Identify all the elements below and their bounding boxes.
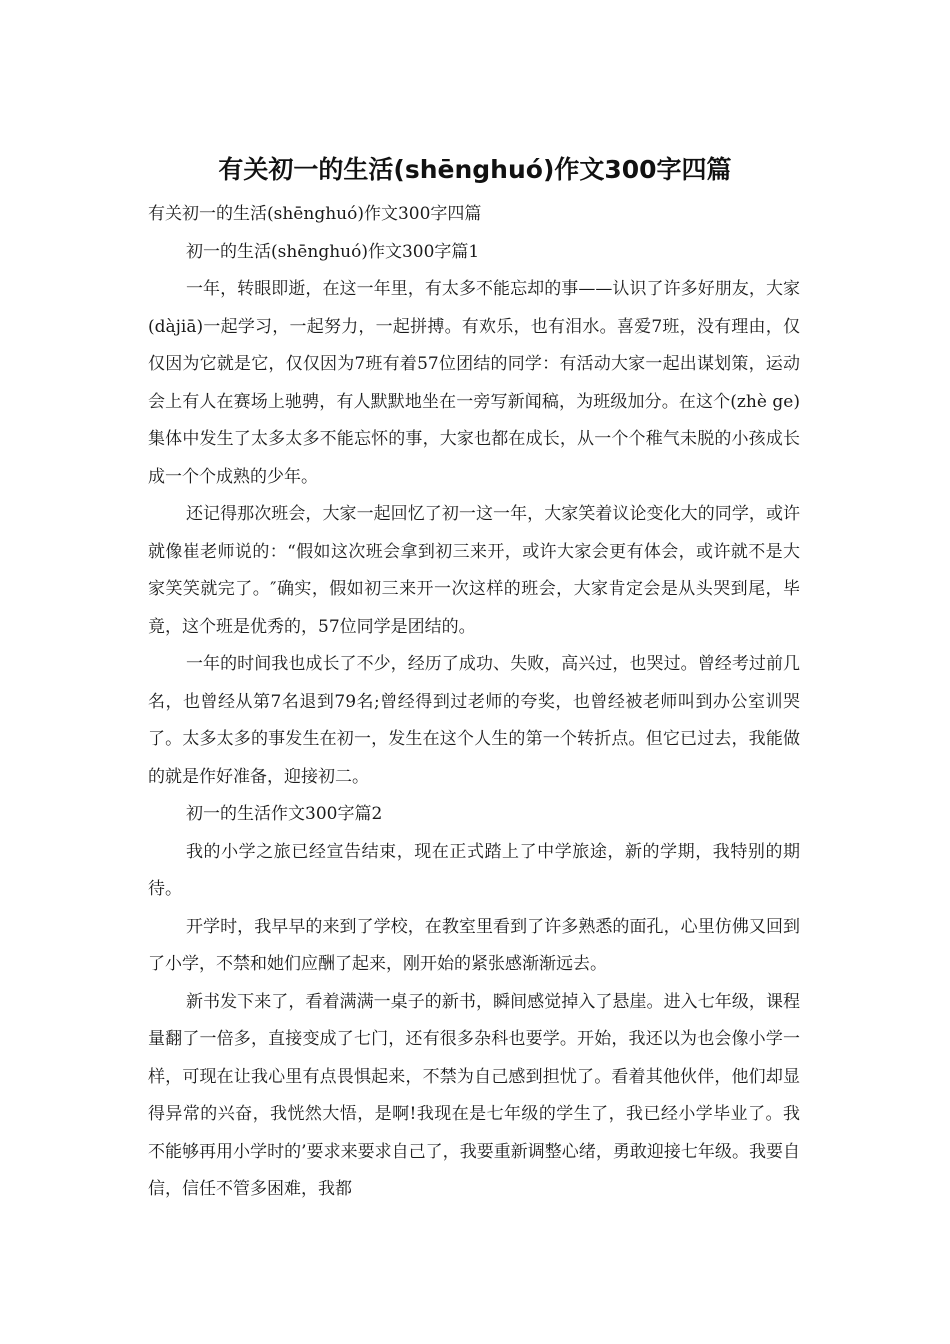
paragraph: 我的小学之旅已经宣告结束，现在正式踏上了中学旅途，新的学期，我特别的期待。 [148, 841, 800, 899]
paragraph: 新书发下来了，看着满满一桌子的新书，瞬间感觉掉入了悬崖。进入七年级，课程量翻了一倍多，直接变成了七门，还有很多杂科也要学。开始，我还以为也会像小学一样，可现在让我心里有点畏惧起来，不禁为自己感到担忧了。看着其他伙伴，他们却显得异常的兴奋，我恍然大悟，是啊!我现在是七年级的学生了，我已经小学毕业了。我不能够再用小学时的’要求来要求自己了，我要重新调整心绪，勇敢迎接七年级。我要自信，信任不管多困难，我都 [148, 991, 800, 1199]
document-subtitle: 有关初一的生活(shēnghuó)作文300字四篇 [148, 204, 482, 224]
document-title: 有关初一的生活(shēnghuó)作文300字四篇 [218, 155, 732, 184]
paragraph: 一年的时间我也成长了不少，经历了成功、失败，高兴过，也哭过。曾经考过前几名，也曾经从第7名退到79名;曾经得到过老师的夸奖，也曾经被老师叫到办公室训哭了。太多太多的事发生在初一，发生在这个人生的第一个转折点。但它已过去，我能做的就是作好准备，迎接初二。 [148, 654, 800, 787]
paragraph: 还记得那次班会，大家一起回忆了初一这一年，大家笑着议论变化大的同学，或许就像崔老师说的：“假如这次班会拿到初三来开，或许大家会更有体会，或许就不是大家笑笑就完了。″确实，假如初三来开一次这样的班会，大家肯定会是从头哭到尾，毕竟，这个班是优秀的，57位同学是团结的。 [148, 504, 800, 637]
section-heading-1: 初一的生活(shēnghuó)作文300字篇1 [186, 241, 480, 262]
paragraph: 一年，转眼即逝，在这一年里，有太多不能忘却的事——认识了许多好朋友，大家(dàjiā)一起学习，一起努力，一起拼搏。有欢乐，也有泪水。喜爱7班，没有理由，仅仅因为它就是它，仅仅因为7班有着57位团结的同学：有活动大家一起出谋划策，运动会上有人在赛场上驰骋，有人默默地坐在一旁写新闻稿，为班级加分。在这个(zhè ge)集体中发生了太多太多不能忘怀的事，大家也都在成长，从一个个稚气未脱的小孩成长成一个个成熟的少年。 [148, 279, 800, 487]
paragraph: 开学时，我早早的来到了学校，在教室里看到了许多熟悉的面孔，心里仿佛又回到了小学，不禁和她们应酬了起来，刚开始的紧张感渐渐远去。 [148, 916, 800, 974]
section-heading-2: 初一的生活作文300字篇2 [186, 804, 383, 824]
document-body [148, 196, 800, 1209]
